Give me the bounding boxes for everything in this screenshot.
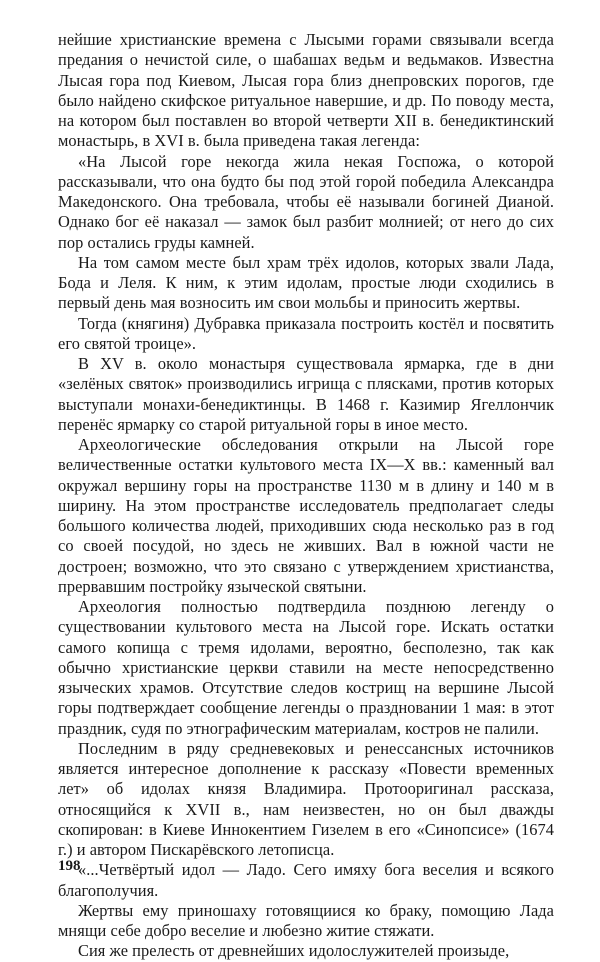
body-text [58, 30, 554, 962]
paragraph: На том самом месте был храм трёх идолов, которых звали Лада, Бода и Леля. К ним, к этим идолам, простые люди сходились в первый день мая возносить им свои мольбы и приносить жертвы. [58, 252, 554, 313]
paragraph: Последним в ряду средневековых и ренессансных источников является интересное дополнение к рассказу «Повести временных лет» об идолах князя Владимира. Протооригинал рассказа, относящийся к XVII в., нам неизвестен, но он был дважды скопирован: в Киеве Иннокентием Гизелем в его «Синопсисе» (1674 г.) и автором Пискарёвского летописца. [58, 738, 554, 859]
paragraph: «На Лысой горе некогда жила некая Госпожа, о которой рассказывали, что она будто бы под этой горой победила Александра Македонского. Она требовала, чтобы её называли богиней Дианой. Однако бог её наказал — замок был разбит молнией; от него до сих пор остались груды камней. [58, 151, 554, 252]
paragraph: нейшие христианские времена с Лысыми горами связывали всегда предания о нечистой силе, о шабашах ведьм и ведьмаков. Известна Лысая гора под Киевом, Лысая гора близ днепровских порогов, где было найдено скифское ритуальное навершие, и др. По поводу места, на котором был поставлен во второй четверти XII в. бенедиктинский монастырь, в XVI в. была приведена такая легенда: [58, 30, 554, 151]
paragraph: Жертвы ему приношаху готовящиися ко браку, помощию Лада мнящи себе добро веселие и любезно житие стяжати. [58, 900, 554, 940]
paragraph: Археология полностью подтвердила позднюю легенду о существовании культового места на Лысой горе. Искать остатки самого копища с тремя идолами, вероятно, бесполезно, так как обычно христианские церкви ставили на месте непосредственно языческих храмов. Отсутствие следов кострищ на вершине Лысой горы подтверждает сообщение легенды о праздновании 1 мая: в этот праздник, судя по этнографическим материалам, костров не палили. [58, 597, 554, 738]
paragraph: Тогда (княгиня) Дубравка приказала построить костёл и посвятить его святой троице». [58, 313, 554, 353]
paragraph: Археологические обследования открыли на Лысой горе величественные остатки культового места IX—X вв.: каменный вал окружал вершину горы на пространстве 1130 м в длину и 140 м в ширину. На этом пространстве исследователь предполагает следы большого количества людей, приходивших сюда несколько раз в год со своей посудой, но здесь не живших. Вал в южной части не достроен; возможно, что это связано с утверждением христианства, прервавшим постройку языческой святыни. [58, 435, 554, 596]
paragraph: «...Четвёртый идол — Ладо. Сего имяху бога веселия и всякого благополучия. [58, 860, 554, 900]
page-number: 198 [58, 858, 81, 874]
paragraph: В XV в. около монастыря существовала ярмарка, где в дни «зелёных святок» производились игрища с плясками, против которых выступали монахи-бенедиктинцы. В 1468 г. Казимир Ягеллончик перенёс ярмарку со старой ритуальной горы в иное место. [58, 354, 554, 434]
paragraph: Сия же прелесть от древнейших идолослужителей произыде, [78, 941, 510, 961]
